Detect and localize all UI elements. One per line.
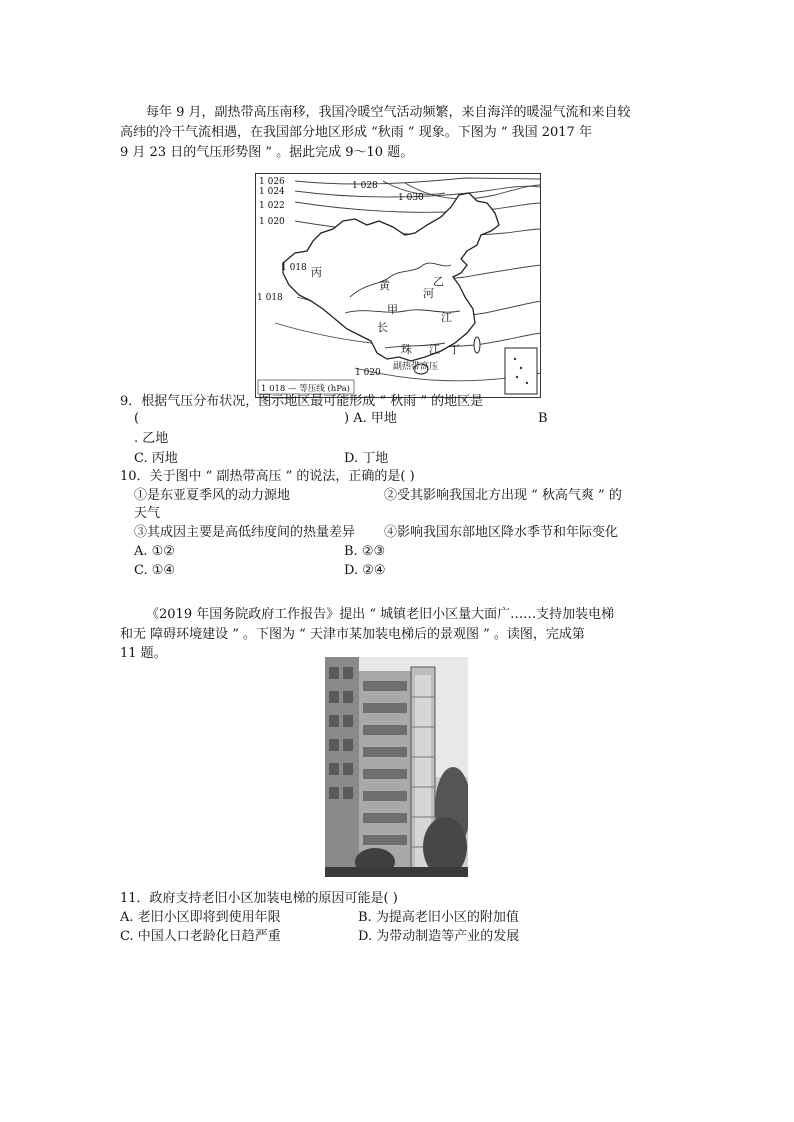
isobar-label: 1 030 <box>398 193 424 203</box>
q9-option-b-text: . 乙地 <box>134 431 169 446</box>
q10-statement-1: ①是东亚夏季风的动力源地 <box>134 488 291 503</box>
q9-option-d: D. 丁地 <box>344 451 389 466</box>
pressure-map <box>255 173 541 398</box>
place-ding: 丁 <box>449 343 460 356</box>
q9-option-a: ) A. 甲地 <box>344 411 397 426</box>
place-chang: 长 <box>377 321 388 334</box>
place-jia: 甲 <box>387 303 398 316</box>
q10-statement-2-cont: 天气 <box>134 506 161 521</box>
isobar-label: 1 018 <box>257 293 283 303</box>
south-china-sea-inset <box>505 348 537 394</box>
intro2-line-2: 和无 障碍环境建设 ” 。下图为 “ 天津市某加装电梯后的景观图 ” 。读图，完成第 <box>120 627 585 642</box>
q10-statement-2: ②受其影响我国北方出现 “ 秋高气爽 ” 的 <box>384 488 622 503</box>
isobar-label: 1 018 <box>281 263 307 273</box>
q9-stem: 9．根据气压分布状况，图示地区最可能形成 “ 秋雨 ” 的地区是 <box>120 394 484 409</box>
isobar-label: 1 020 <box>259 217 285 227</box>
q11-option-a: A. 老旧小区即将到使用年限 <box>120 910 281 925</box>
place-he: 河 <box>423 287 434 300</box>
intro-line-3: 9 月 23 日的气压形势图 ” 。据此完成 9～10 题。 <box>120 145 414 160</box>
place-yi: 乙 <box>433 275 444 288</box>
q10-option-c: C. ①④ <box>134 563 176 578</box>
isobar-label: 1 022 <box>259 201 285 211</box>
q9-paren: ( <box>134 411 140 426</box>
isobar-label: 1 020 <box>355 368 381 378</box>
place-jiang-2: 江 <box>429 343 440 356</box>
place-bing: 丙 <box>311 266 322 279</box>
q11-option-b: B. 为提高老旧小区的附加值 <box>358 910 519 925</box>
q11-option-c: C. 中国人口老龄化日趋严重 <box>120 929 281 944</box>
q9-option-b-letter: B <box>538 411 548 426</box>
intro2-line-1: 《2019 年国务院政府工作报告》提出 “ 城镇老旧小区量大面广……支持加装电梯 <box>146 607 615 622</box>
subtropical-high-label: 副热带高压 <box>393 362 439 372</box>
q11-option-d: D. 为带动制造等产业的发展 <box>358 929 520 944</box>
place-huang: 黄 <box>379 279 390 292</box>
q9-option-c: C. 丙地 <box>134 451 178 466</box>
isobar-label: 1 026 <box>259 177 285 187</box>
intro-line-1: 每年 9 月，副热带高压南移，我国冷暖空气活动频繁，来自海洋的暖湿气流和来自较 <box>146 105 631 120</box>
q10-option-b: B. ②③ <box>344 544 386 559</box>
isobar-label: 1 024 <box>259 187 285 197</box>
q11-stem: 11．政府支持老旧小区加装电梯的原因可能是( ) <box>120 891 398 906</box>
q10-statement-4: ④影响我国东部地区降水季节和年际变化 <box>384 525 619 540</box>
isobar-label: 1 028 <box>352 181 378 191</box>
q10-option-d: D. ②④ <box>344 563 386 578</box>
q10-option-a: A. ①② <box>134 544 175 559</box>
place-jiang-1: 江 <box>441 311 452 324</box>
place-zhu: 珠 <box>401 343 412 356</box>
intro-line-2: 高纬的冷干气流相遇，在我国部分地区形成 “秋雨 ” 现象。下图为 “ 我国 2017 年 <box>120 125 592 140</box>
intro2-line-3: 11 题。 <box>120 646 167 661</box>
map-legend: 1 018 — 等压线 (hPa) <box>261 384 350 394</box>
q10-statement-3: ③其成因主要是高低纬度间的热量差异 <box>134 525 356 540</box>
elevator-building-photo <box>325 657 468 877</box>
q10-stem: 10．关于图中 “ 副热带高压 ” 的说法，正确的是( ) <box>120 469 415 484</box>
